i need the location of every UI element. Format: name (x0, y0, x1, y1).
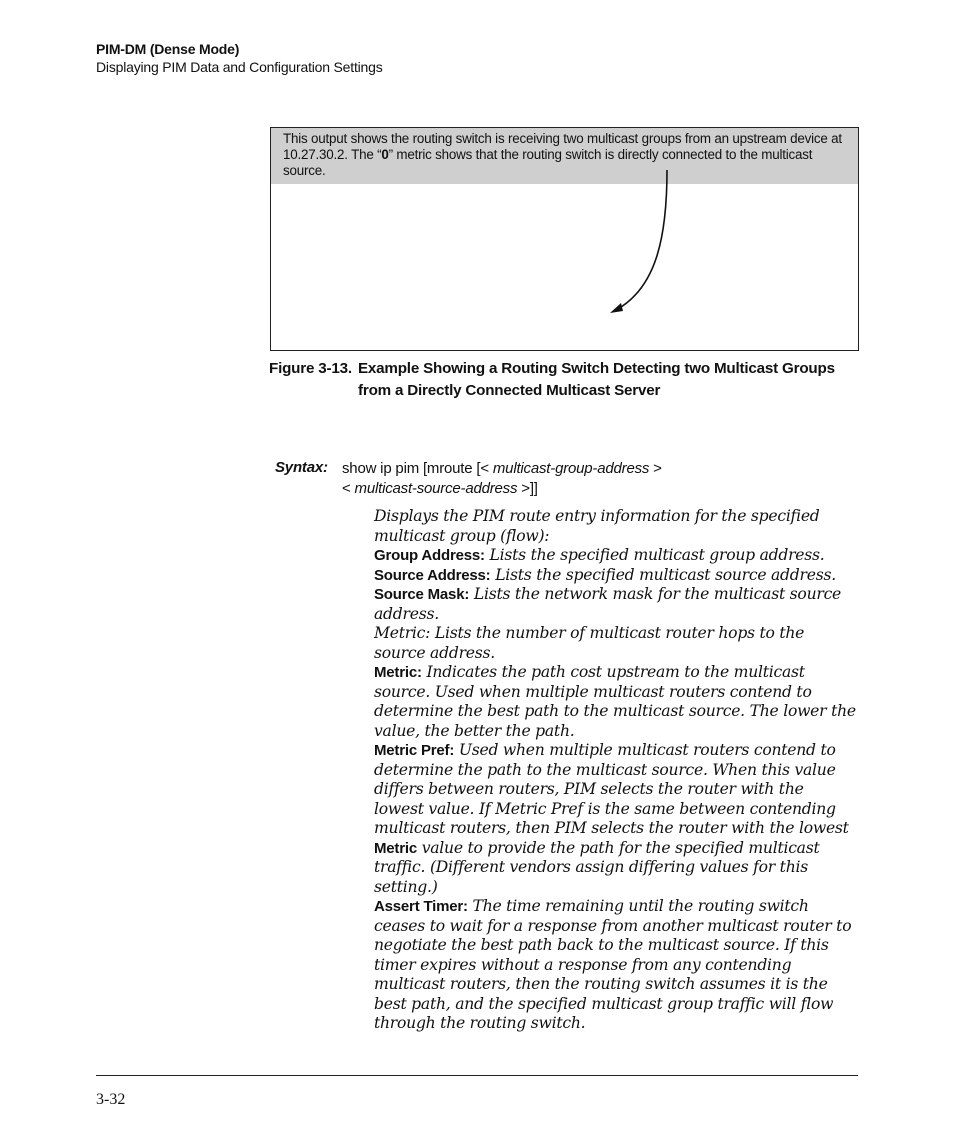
page-number: 3-32 (96, 1091, 126, 1108)
field-metric-pref (374, 741, 858, 897)
cmd-mid: > (649, 460, 662, 477)
term-metric: Metric: (374, 664, 422, 681)
field-assert-timer (374, 897, 858, 1034)
callout-metric-value: 0 (381, 147, 389, 162)
term-group-address: Group Address: (374, 547, 485, 564)
text-source-address: Lists the specified multicast source address. (490, 565, 836, 584)
field-source-address (374, 566, 858, 586)
field-source-mask (374, 585, 858, 624)
callout-text-1: This output shows the routing switch is receiving two multicast groups from an upstream device at 10.27.30.2. The “ (283, 131, 842, 162)
text-metric: Indicates the path cost upstream to the multicast source. Used when multiple multicast routers contend to determine the best path to the multicast source. The lower the value, the better the path. (374, 663, 856, 740)
callout-text-2: ” metric shows that the routing switch is directly connected to the multicast source. (283, 147, 813, 178)
figure-number: Figure 3-13. (269, 360, 352, 377)
command-description (374, 507, 858, 1034)
caption-line-2: from a Directly Connected Multicast Server (358, 382, 661, 399)
callout-arrow-icon (271, 128, 858, 350)
cmd-suffix: >]] (517, 480, 538, 497)
term-source-address: Source Address: (374, 566, 491, 584)
term-metric-pref: Metric Pref: (374, 742, 455, 759)
param-source-address: multicast-source-address (354, 480, 518, 497)
field-metric (374, 663, 858, 741)
chapter-title: PIM-DM (Dense Mode) (96, 41, 240, 57)
footer-divider (96, 1075, 858, 1076)
text-assert-timer: The time remaining until the routing switch ceases to wait for a response from another multicast router to negotiate the best path back to the multicast source. If this timer expires without a response from any contending multicast routers, then the routing switch assumes it is the best path, and the specified multicast group traffic will flow through the routing switch. (374, 897, 852, 1032)
description-intro: Displays the PIM route entry information for the specified multicast group (flow): (374, 507, 820, 545)
text-metric-pref: Used when multiple multicast routers contend to determine the path to the multicast source. When this value differs between routers, PIM selects the router with the lowest value. If Metric Pref is the same between contending multicast routers, then PIM selects the router with the lowest (374, 741, 849, 837)
term-assert-timer: Assert Timer: (374, 898, 468, 915)
figure-caption (269, 358, 869, 402)
term-source-mask: Source Mask: (374, 586, 470, 603)
field-metric-hops: Metric: Lists the number of multicast router hops to the source address. (374, 624, 805, 662)
field-group-address (374, 546, 858, 566)
syntax-label: Syntax: (275, 459, 328, 476)
figure-frame (270, 127, 859, 351)
section-title: Displaying PIM Data and Configuration Settings (96, 59, 383, 75)
cmd-prefix: show ip pim [mroute [< (342, 460, 493, 477)
syntax-command (342, 459, 762, 499)
inline-term-metric: Metric (374, 839, 417, 857)
text-source-mask: Lists the network mask for the multicast source address. (374, 585, 842, 623)
param-group-address: multicast-group-address (492, 460, 650, 477)
text-group-address: Lists the specified multicast group address. (484, 546, 825, 564)
cmd-prefix-2: < (342, 480, 355, 497)
caption-line-1: Example Showing a Routing Switch Detecting two Multicast Groups (358, 360, 835, 377)
text-metric-pref-2: value to provide the path for the specified multicast traffic. (Different vendors assign differing values for this setting.) (374, 838, 820, 896)
